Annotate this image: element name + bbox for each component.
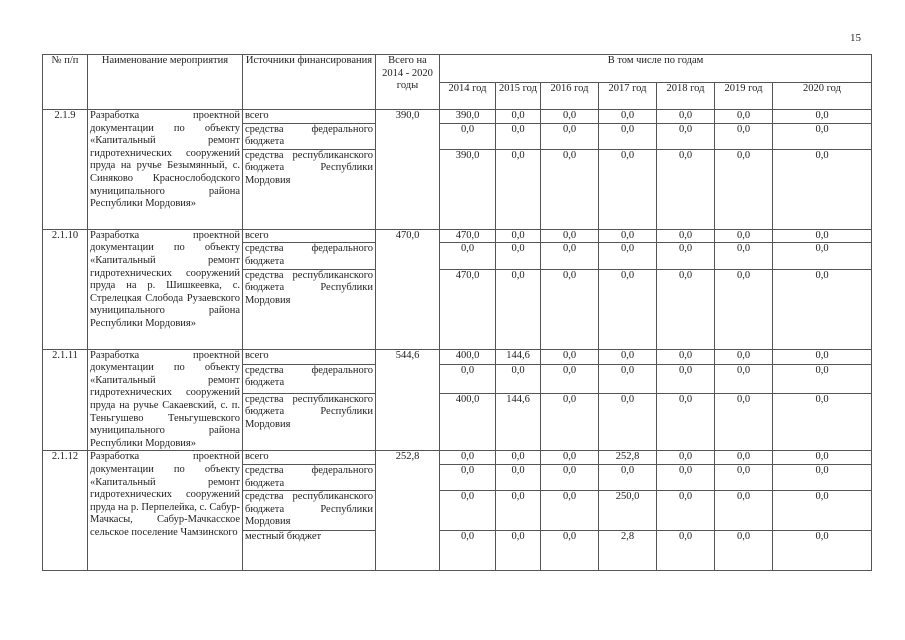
year-value: 0,0 (715, 491, 773, 531)
year-value: 0,0 (541, 393, 599, 451)
year-value: 0,0 (541, 531, 599, 571)
year-value: 0,0 (496, 149, 541, 229)
total-amount: 544,6 (376, 349, 440, 451)
year-value: 0,0 (773, 269, 872, 349)
year-value: 0,0 (496, 110, 541, 124)
year-value: 0,0 (599, 243, 657, 269)
year-value: 0,0 (715, 123, 773, 149)
header-year: 2016 год (541, 82, 599, 110)
year-value: 0,0 (440, 531, 496, 571)
table-row (43, 349, 872, 364)
funding-source: средства федерального бюджета (243, 123, 376, 149)
funding-source: средства республиканского бюджета Республики Мордовия (243, 491, 376, 531)
year-value: 0,0 (440, 123, 496, 149)
funding-source: средства республиканского бюджета Республики Мордовия (243, 393, 376, 451)
table-row (43, 451, 872, 465)
year-value: 252,8 (599, 451, 657, 465)
year-value: 0,0 (657, 451, 715, 465)
funding-source: средства республиканского бюджета Республики Мордовия (243, 149, 376, 229)
row-number: 2.1.9 (43, 110, 88, 230)
total-amount: 252,8 (376, 451, 440, 571)
year-value: 0,0 (657, 123, 715, 149)
funding-source: средства республиканского бюджета Республики Мордовия (243, 269, 376, 349)
activity-name: Разработка проектной документации по объекту «Капитальный ремонт гидротехнических сооружений пруда на ручье Сакаевский, с. п. Теньгушево Теньгушевского муниципального района Республики Мордовия» (88, 349, 243, 451)
year-value: 0,0 (541, 451, 599, 465)
funding-source: средства федерального бюджета (243, 364, 376, 393)
year-value: 0,0 (496, 491, 541, 531)
year-value: 0,0 (657, 110, 715, 124)
year-value: 0,0 (657, 269, 715, 349)
year-value: 0,0 (599, 149, 657, 229)
row-number: 2.1.11 (43, 349, 88, 451)
year-value: 0,0 (773, 229, 872, 243)
header-year: 2015 год (496, 82, 541, 110)
year-value: 0,0 (496, 229, 541, 243)
year-value: 390,0 (440, 149, 496, 229)
year-value: 0,0 (440, 451, 496, 465)
header-by-years: В том числе по годам (440, 55, 872, 83)
row-number: 2.1.10 (43, 229, 88, 349)
header-name: Наименование мероприятия (88, 55, 243, 110)
year-value: 0,0 (440, 243, 496, 269)
year-value: 0,0 (657, 393, 715, 451)
year-value: 0,0 (657, 149, 715, 229)
activity-name: Разработка проектной документации по объекту «Капитальный ремонт гидротехнических сооружений пруда на р. Шишкеевка, с. Стрелецкая Слобода Рузаевского муниципального района Республики Мордовия» (88, 229, 243, 349)
year-value: 0,0 (773, 531, 872, 571)
year-value: 0,0 (657, 464, 715, 490)
funding-source: местный бюджет (243, 531, 376, 571)
year-value: 0,0 (773, 451, 872, 465)
funding-source: средства федерального бюджета (243, 243, 376, 269)
year-value: 0,0 (715, 110, 773, 124)
year-value: 0,0 (496, 364, 541, 393)
total-amount: 390,0 (376, 110, 440, 230)
year-value: 2,8 (599, 531, 657, 571)
financing-table (42, 54, 872, 571)
header-sources: Источники финансирования (243, 55, 376, 110)
year-value: 470,0 (440, 229, 496, 243)
year-value: 0,0 (773, 110, 872, 124)
year-value: 0,0 (599, 123, 657, 149)
year-value: 0,0 (773, 123, 872, 149)
year-value: 0,0 (657, 243, 715, 269)
header-num: № п/п (43, 55, 88, 110)
table-row (43, 110, 872, 124)
total-amount: 470,0 (376, 229, 440, 349)
year-value: 0,0 (541, 364, 599, 393)
year-value: 144,6 (496, 393, 541, 451)
year-value: 0,0 (496, 464, 541, 490)
year-value: 0,0 (541, 243, 599, 269)
header-year: 2018 год (657, 82, 715, 110)
year-value: 0,0 (715, 149, 773, 229)
funding-source: всего (243, 110, 376, 124)
header-year: 2017 год (599, 82, 657, 110)
year-value: 0,0 (496, 123, 541, 149)
year-value: 0,0 (657, 364, 715, 393)
year-value: 250,0 (599, 491, 657, 531)
year-value: 0,0 (599, 464, 657, 490)
year-value: 0,0 (715, 451, 773, 465)
year-value: 0,0 (715, 269, 773, 349)
year-value: 0,0 (440, 364, 496, 393)
funding-source: всего (243, 349, 376, 364)
funding-source: всего (243, 451, 376, 465)
page-number: 15 (850, 32, 861, 44)
funding-source: всего (243, 229, 376, 243)
year-value: 0,0 (715, 464, 773, 490)
year-value: 0,0 (715, 531, 773, 571)
year-value: 400,0 (440, 349, 496, 364)
year-value: 0,0 (599, 393, 657, 451)
year-value: 144,6 (496, 349, 541, 364)
year-value: 0,0 (599, 349, 657, 364)
row-number: 2.1.12 (43, 451, 88, 571)
year-value: 0,0 (440, 464, 496, 490)
year-value: 400,0 (440, 393, 496, 451)
year-value: 0,0 (541, 110, 599, 124)
year-value: 0,0 (773, 149, 872, 229)
year-value: 0,0 (715, 243, 773, 269)
year-value: 0,0 (773, 491, 872, 531)
year-value: 0,0 (715, 364, 773, 393)
year-value: 0,0 (773, 243, 872, 269)
header-year: 2019 год (715, 82, 773, 110)
year-value: 0,0 (599, 269, 657, 349)
year-value: 0,0 (440, 491, 496, 531)
table-row (43, 229, 872, 243)
year-value: 0,0 (773, 364, 872, 393)
year-value: 0,0 (657, 349, 715, 364)
header-year: 2020 год (773, 82, 872, 110)
year-value: 0,0 (773, 349, 872, 364)
year-value: 0,0 (599, 364, 657, 393)
year-value: 0,0 (496, 531, 541, 571)
year-value: 0,0 (541, 464, 599, 490)
header-year: 2014 год (440, 82, 496, 110)
year-value: 0,0 (773, 393, 872, 451)
year-value: 0,0 (657, 229, 715, 243)
year-value: 0,0 (599, 110, 657, 124)
year-value: 0,0 (657, 531, 715, 571)
funding-source: средства федерального бюджета (243, 464, 376, 490)
year-value: 0,0 (541, 349, 599, 364)
year-value: 0,0 (715, 229, 773, 243)
year-value: 470,0 (440, 269, 496, 349)
year-value: 0,0 (541, 229, 599, 243)
year-value: 0,0 (773, 464, 872, 490)
year-value: 0,0 (496, 243, 541, 269)
year-value: 0,0 (599, 229, 657, 243)
activity-name: Разработка проектной документации по объекту «Капитальный ремонт гидротехнических сооружений пруда на р. Перпелейка, с. Сабур-Мачкасы, Сабур-Мачкасское сельское поселение Чамзинского (88, 451, 243, 571)
year-value: 0,0 (496, 451, 541, 465)
activity-name: Разработка проектной документации по объекту «Капитальный ремонт гидротехнических сооружений пруда на ручье Безымянный, с. Синяково Краснослободского муниципального района Республики Мордовия» (88, 110, 243, 230)
year-value: 0,0 (715, 349, 773, 364)
header-total: Всего на 2014 - 2020 годы (376, 55, 440, 110)
year-value: 0,0 (657, 491, 715, 531)
year-value: 0,0 (496, 269, 541, 349)
year-value: 0,0 (541, 149, 599, 229)
year-value: 0,0 (541, 123, 599, 149)
year-value: 390,0 (440, 110, 496, 124)
year-value: 0,0 (715, 393, 773, 451)
year-value: 0,0 (541, 269, 599, 349)
year-value: 0,0 (541, 491, 599, 531)
